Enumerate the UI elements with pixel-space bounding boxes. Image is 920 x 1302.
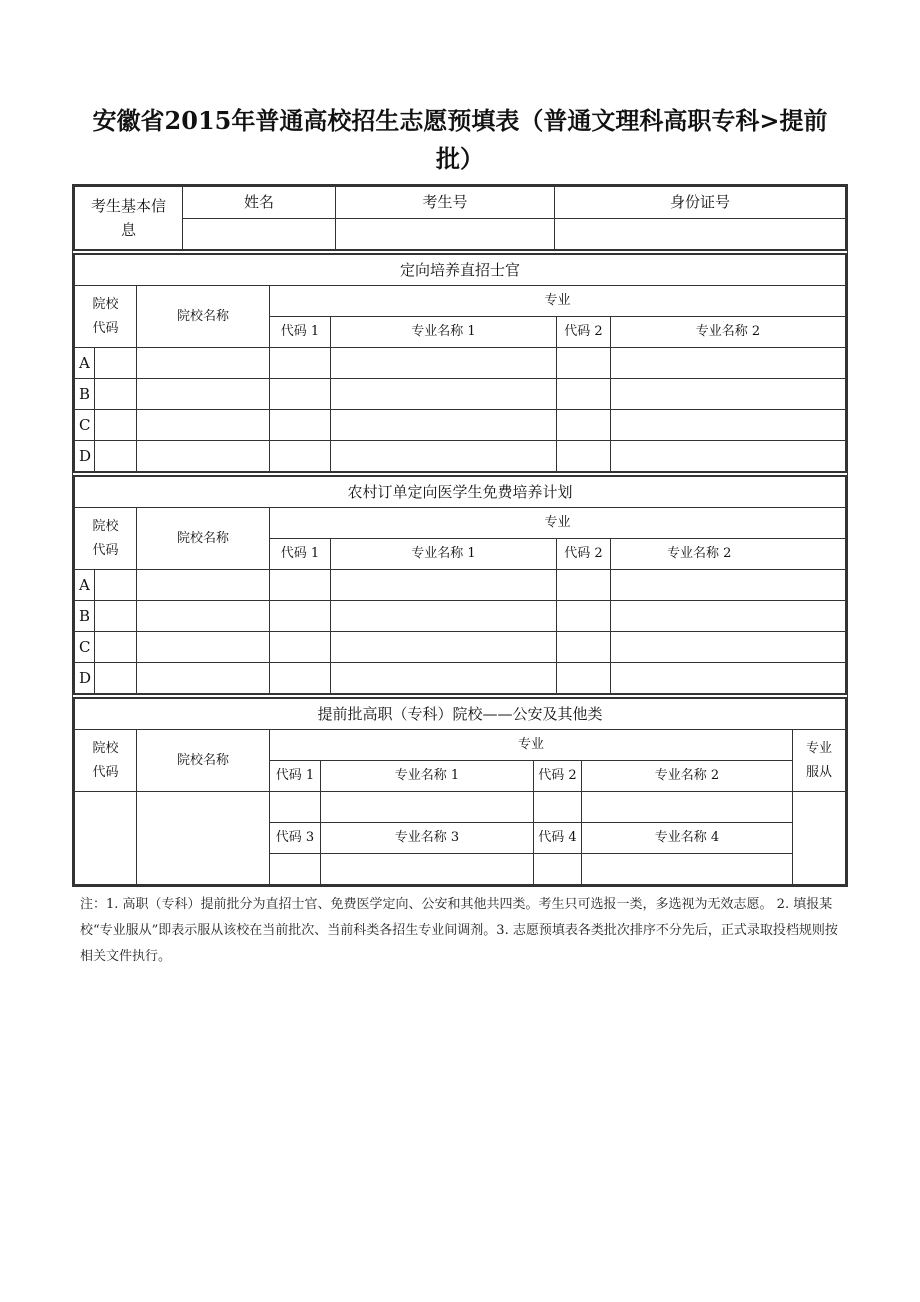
major-header: 专业 (270, 730, 793, 761)
code2-cell[interactable] (557, 348, 611, 379)
code1-header: 代码 1 (270, 539, 331, 570)
code4-header: 代码 4 (534, 823, 582, 854)
major-name1-cell[interactable] (331, 601, 557, 632)
code1-cell[interactable] (270, 663, 331, 694)
major-name4-cell[interactable] (582, 854, 793, 885)
code3-cell[interactable] (270, 854, 321, 885)
row-label: C (75, 410, 95, 441)
school-name-header: 院校名称 (137, 730, 270, 792)
code3-header: 代码 3 (270, 823, 321, 854)
code2-header: 代码 2 (557, 539, 611, 570)
section-title: 农村订单定向医学生免费培养计划 (75, 477, 846, 508)
row-label: A (75, 570, 95, 601)
school-code-header: 院校代码 (75, 508, 137, 570)
row-label: B (75, 601, 95, 632)
major-name1-cell[interactable] (331, 348, 557, 379)
code1-cell[interactable] (270, 410, 331, 441)
major-name1-cell[interactable] (331, 632, 557, 663)
code2-cell[interactable] (557, 663, 611, 694)
section-rural-medical (73, 475, 847, 695)
major-name2-cell[interactable] (611, 348, 846, 379)
major-header: 专业 (270, 286, 846, 317)
school-code-cell[interactable] (95, 632, 137, 663)
school-code-cell[interactable] (95, 379, 137, 410)
major-name2-cell[interactable] (611, 379, 846, 410)
code1-cell[interactable] (270, 348, 331, 379)
major-name2-cell[interactable] (611, 570, 846, 601)
major-name1-cell[interactable] (331, 379, 557, 410)
major-name1-cell[interactable] (331, 410, 557, 441)
school-code-cell[interactable] (95, 663, 137, 694)
major-header: 专业 (270, 508, 846, 539)
school-name-cell[interactable] (137, 663, 270, 694)
school-name-cell[interactable] (137, 632, 270, 663)
code2-cell[interactable] (557, 379, 611, 410)
code1-cell[interactable] (270, 792, 321, 823)
major-name3-header: 专业名称 3 (321, 823, 534, 854)
school-name-header: 院校名称 (137, 508, 270, 570)
code2-header: 代码 2 (557, 317, 611, 348)
id-no-field[interactable] (555, 218, 846, 250)
school-code-header: 院校代码 (75, 286, 137, 348)
notes: 注：1. 高职（专科）提前批分为直招士官、免费医学定向、公安和其他共四类。考生只可选报一类，多选视为无效志愿。 2. 填报某校“专业服从”即表示服从该校在当前批次、当前科类各招生专业间调剂。3. 志愿预填表各类批次排序不分先后，正式录取投档规则按相关文件执行。 (80, 897, 838, 964)
major-name2-header: 专业名称 2 (611, 539, 846, 570)
code1-cell[interactable] (270, 441, 331, 472)
major-obey-cell[interactable] (793, 792, 846, 885)
major-name1-header: 专业名称 1 (321, 761, 534, 792)
row-label: D (75, 441, 95, 472)
table-row (75, 570, 846, 601)
major-name2-cell[interactable] (611, 663, 846, 694)
school-name-cell[interactable] (137, 601, 270, 632)
code2-cell[interactable] (557, 441, 611, 472)
school-code-cell[interactable] (95, 601, 137, 632)
major-name1-cell[interactable] (321, 792, 534, 823)
major-name2-cell[interactable] (611, 632, 846, 663)
major-name2-header: 专业名称 2 (611, 317, 846, 348)
code4-cell[interactable] (534, 854, 582, 885)
code2-cell[interactable] (557, 570, 611, 601)
table-row (75, 601, 846, 632)
table-row (75, 410, 846, 441)
section-nco (73, 253, 847, 473)
page-title: 安徽省2015年普通高校招生志愿预填表（普通文理科高职专科>提前批） (92, 106, 828, 173)
major-name3-cell[interactable] (321, 854, 534, 885)
code2-cell[interactable] (557, 632, 611, 663)
major-name2-cell[interactable] (611, 601, 846, 632)
section-police-other (73, 697, 847, 886)
school-name-cell[interactable] (137, 410, 270, 441)
row-label: A (75, 348, 95, 379)
row-label: C (75, 632, 95, 663)
major-name2-cell[interactable] (582, 792, 793, 823)
table-row (75, 348, 846, 379)
major-obey-header: 专业服从 (793, 730, 846, 792)
form-frame (72, 184, 848, 887)
name-field[interactable] (183, 218, 336, 250)
section-title: 提前批高职（专科）院校——公安及其他类 (75, 699, 846, 730)
major-name1-header: 专业名称 1 (331, 539, 557, 570)
basic-info-label: 考生基本信息 (75, 187, 183, 250)
code2-cell[interactable] (557, 601, 611, 632)
code1-cell[interactable] (270, 601, 331, 632)
school-code-cell[interactable] (95, 570, 137, 601)
code1-cell[interactable] (270, 570, 331, 601)
school-code-cell[interactable] (95, 410, 137, 441)
school-name-header: 院校名称 (137, 286, 270, 348)
row-label: D (75, 663, 95, 694)
table-row (75, 379, 846, 410)
row-label: B (75, 379, 95, 410)
school-name-cell[interactable] (137, 570, 270, 601)
major-name2-cell[interactable] (611, 441, 846, 472)
code2-cell[interactable] (557, 410, 611, 441)
id-no-header: 身份证号 (555, 187, 846, 219)
major-name1-header: 专业名称 1 (331, 317, 557, 348)
major-name1-cell[interactable] (331, 663, 557, 694)
major-name2-cell[interactable] (611, 410, 846, 441)
name-header: 姓名 (183, 187, 336, 219)
exam-no-header: 考生号 (336, 187, 555, 219)
school-name-cell[interactable] (137, 441, 270, 472)
school-code-cell[interactable] (95, 441, 137, 472)
table-row (75, 663, 846, 694)
code1-header: 代码 1 (270, 317, 331, 348)
major-name2-header: 专业名称 2 (582, 761, 793, 792)
school-name-cell[interactable] (137, 792, 270, 885)
school-code-cell[interactable] (75, 792, 137, 885)
school-name-cell[interactable] (137, 348, 270, 379)
exam-no-field[interactable] (336, 218, 555, 250)
school-code-cell[interactable] (95, 348, 137, 379)
school-name-cell[interactable] (137, 379, 270, 410)
table-row (75, 632, 846, 663)
code1-header: 代码 1 (270, 761, 321, 792)
major-name1-cell[interactable] (331, 570, 557, 601)
code1-cell[interactable] (270, 632, 331, 663)
table-row (75, 441, 846, 472)
code2-header: 代码 2 (534, 761, 582, 792)
major-name4-header: 专业名称 4 (582, 823, 793, 854)
basic-info-section (73, 185, 847, 251)
major-name1-cell[interactable] (331, 441, 557, 472)
school-code-header: 院校代码 (75, 730, 137, 792)
section-title: 定向培养直招士官 (75, 255, 846, 286)
code1-cell[interactable] (270, 379, 331, 410)
code2-cell[interactable] (534, 792, 582, 823)
